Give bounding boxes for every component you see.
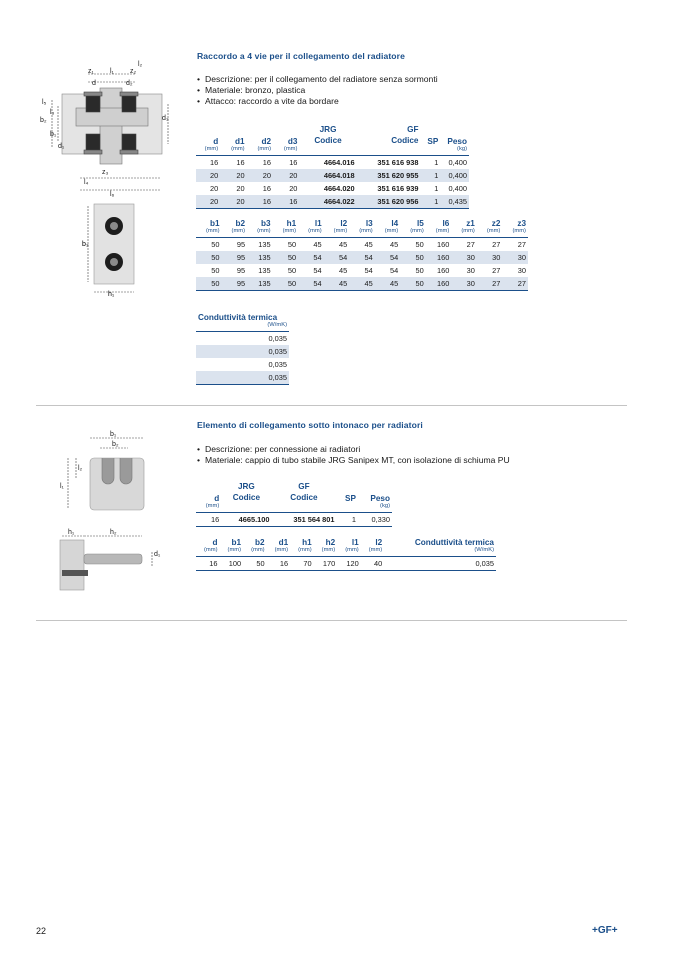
cell: 20 — [289, 184, 298, 193]
cell: 1 — [434, 158, 439, 167]
cell: 4664.020 — [323, 184, 355, 193]
cell: 4664.018 — [299, 169, 356, 182]
unit-label: (mm) — [243, 547, 267, 557]
cell: 20 — [236, 184, 245, 193]
table-row — [196, 238, 528, 252]
cell: 16 — [196, 557, 220, 571]
unit-label — [271, 503, 336, 513]
unit-label: (mm) — [298, 228, 324, 238]
cell: 20 — [220, 195, 246, 209]
unit-label: (kg) — [358, 503, 392, 513]
fitting-technical-drawing — [40, 56, 180, 202]
col-header: h2 — [325, 538, 336, 547]
cell: 30 — [477, 251, 503, 264]
cell: 45 — [364, 240, 373, 249]
cell: 1 — [421, 169, 441, 182]
unit-label — [221, 503, 271, 513]
dim-label: l₂ — [78, 465, 83, 472]
unit-label: (mm) — [502, 228, 528, 238]
cell: 0,035 — [268, 334, 287, 343]
fitting-end-view — [80, 202, 140, 298]
col-header: d — [212, 538, 218, 547]
col-header: l5 — [416, 219, 424, 228]
cell: 16 — [196, 513, 221, 527]
connector-technical-drawing — [56, 428, 166, 592]
cell: 4664.022 — [299, 195, 356, 209]
col-header: h1 — [302, 538, 312, 547]
col-header: l4 — [391, 219, 399, 228]
cell: 50 — [211, 240, 220, 249]
dim-label: z₃ — [102, 169, 109, 176]
cell: 0,035 — [196, 371, 289, 385]
dim-label: l₅ — [42, 99, 47, 106]
cell: 0,035 — [268, 360, 287, 369]
cell: 50 — [196, 251, 222, 264]
cell: 4665.100 — [221, 513, 271, 527]
dim-label: l₄ — [84, 179, 89, 186]
cell: 160 — [426, 277, 452, 291]
col-header: b2 — [255, 538, 265, 547]
unit-label: (mm) — [196, 228, 222, 238]
unit-label: (mm) — [451, 228, 477, 238]
unit-label: (kg) — [440, 146, 469, 156]
col-header: l2 — [340, 219, 348, 228]
unit-label: (mm) — [220, 547, 244, 557]
col-header: b1 — [231, 538, 242, 547]
unit-label — [299, 146, 356, 156]
unit-label: (mm) — [375, 228, 401, 238]
cell: 45 — [375, 277, 401, 291]
table-row — [196, 358, 289, 371]
col-header: Conduttività termica — [414, 538, 494, 547]
cell: 50 — [400, 251, 426, 264]
cell: 30 — [502, 251, 528, 264]
col-header: l6 — [442, 219, 450, 228]
dim-label: b₂ — [112, 441, 119, 448]
table-row — [196, 557, 496, 571]
cell: 30 — [451, 251, 477, 264]
col-header: l3 — [365, 219, 373, 228]
col-header: b2 — [235, 219, 246, 228]
unit-label: (mm) — [361, 547, 385, 557]
dim-label: b₃ — [82, 241, 89, 248]
bullet-item: • Descrizione: per connessione ai radiatori — [197, 444, 510, 455]
dim-label: h₁ — [68, 529, 75, 536]
cell: 16 — [289, 158, 298, 167]
dim-label: d — [92, 80, 96, 87]
thermal-conductivity-table — [196, 311, 289, 385]
cell: 0,330 — [358, 513, 392, 527]
bullet-item: • Descrizione: per il collegamento del radiatore senza sormonti — [197, 74, 438, 85]
dim-label: l₁ — [60, 483, 64, 490]
bullet-item: • Attacco: raccordo a vite da bordare — [197, 96, 438, 107]
dim-label: h₁ — [108, 291, 115, 298]
cell: 1 — [421, 195, 441, 209]
cell: 160 — [436, 266, 450, 275]
cell: 0,400 — [448, 158, 467, 167]
cell: 54 — [298, 251, 324, 264]
cell: 351 620 956 — [357, 195, 421, 209]
cell: 135 — [247, 277, 273, 291]
cell: 95 — [222, 277, 248, 291]
cell: 45 — [313, 240, 322, 249]
cell: 50 — [287, 266, 297, 275]
cell: 54 — [390, 266, 399, 275]
unit-label: (mm) — [324, 228, 350, 238]
col-header: l1 — [314, 219, 322, 228]
col-header: GF Codice — [391, 125, 419, 145]
table-row — [196, 182, 469, 195]
dim-label: d₃ — [162, 115, 169, 122]
col-header: b3 — [261, 219, 271, 228]
cell: 50 — [415, 266, 424, 275]
table-row — [196, 332, 289, 346]
cell: 351 616 938 — [377, 158, 419, 167]
table-row — [196, 513, 392, 527]
table-row — [196, 195, 469, 209]
dim-label: d₂ — [126, 80, 133, 87]
dim-label: l₃ — [50, 109, 55, 116]
dim-label: h₂ — [110, 529, 117, 536]
cell: 0,035 — [196, 345, 289, 358]
cell: 45 — [338, 240, 348, 249]
unit-label: (mm) — [267, 547, 291, 557]
cell: 135 — [258, 266, 271, 275]
cell: 45 — [349, 277, 375, 291]
cell: 20 — [196, 195, 220, 209]
cell: 16 — [236, 158, 245, 167]
unit-label — [357, 146, 421, 156]
cell: 54 — [349, 251, 375, 264]
cell: 50 — [211, 266, 220, 275]
col-header: d — [214, 494, 220, 503]
connector-codes-table — [196, 481, 392, 527]
unit-label — [421, 146, 441, 156]
dim-label: b₁ — [50, 131, 57, 138]
table-row — [196, 169, 469, 182]
dim-label: l₁ — [110, 68, 114, 75]
cell: 50 — [273, 251, 299, 264]
unit-label: (mm) — [196, 146, 220, 156]
fitting-dimensions-table — [196, 217, 528, 291]
cell: 351 620 955 — [357, 169, 421, 182]
table-row — [196, 156, 469, 170]
col-header: Peso — [370, 494, 390, 503]
dim-label: l₂ — [138, 61, 143, 68]
unit-label: (W/mK) — [384, 547, 496, 557]
cell: 351 564 801 — [271, 513, 336, 527]
cell: 50 — [400, 277, 426, 291]
cell: 30 — [451, 277, 477, 291]
unit-label: (mm) — [477, 228, 503, 238]
cell: 27 — [492, 240, 501, 249]
gf-logo: +GF+ — [592, 925, 618, 936]
section1-title: Raccordo a 4 vie per il collegamento del radiatore — [197, 51, 405, 61]
dim-label: l₆ — [110, 191, 115, 198]
unit-label: (mm) — [247, 228, 273, 238]
cell: 54 — [364, 266, 373, 275]
cell: 27 — [466, 240, 475, 249]
unit-label: (mm) — [196, 503, 221, 513]
cell: 16 — [262, 184, 272, 193]
cell: 20 — [209, 184, 219, 193]
col-header: d3 — [287, 137, 298, 146]
dim-label: z₁ — [88, 68, 94, 75]
col-header: d1 — [278, 538, 289, 547]
col-header: d1 — [235, 137, 245, 146]
cell: 0,400 — [448, 184, 467, 193]
cell: 100 — [220, 557, 244, 571]
cell: 160 — [436, 240, 450, 249]
cell: 50 — [196, 277, 222, 291]
cell: 45 — [324, 277, 350, 291]
dim-label: d₁ — [154, 551, 161, 558]
cell: 20 — [247, 169, 273, 182]
cell: 135 — [247, 251, 273, 264]
connector-dimensions-table — [196, 536, 496, 571]
cell: 160 — [426, 251, 452, 264]
cell: 54 — [375, 251, 401, 264]
unit-label: (mm) — [290, 547, 314, 557]
cell: 0,400 — [440, 169, 469, 182]
cell: 170 — [314, 557, 338, 571]
cell: 27 — [517, 240, 526, 249]
cell: 95 — [236, 266, 246, 275]
cell: 50 — [243, 557, 267, 571]
cell: 16 — [267, 557, 291, 571]
col-header: z1 — [466, 219, 475, 228]
dim-label: z₂ — [130, 68, 137, 75]
bullet-item: • Materiale: bronzo, plastica — [197, 85, 438, 96]
cell: 30 — [466, 266, 475, 275]
unit-label: (mm) — [349, 228, 375, 238]
cell: 50 — [287, 240, 297, 249]
col-header: l2 — [375, 538, 383, 547]
dim-label: d₁ — [58, 143, 65, 150]
col-header: GF Codice — [290, 482, 318, 502]
section-divider — [36, 620, 627, 621]
cell: 16 — [262, 158, 272, 167]
cell: 54 — [313, 266, 322, 275]
cell: 70 — [290, 557, 314, 571]
col-header: z3 — [517, 219, 526, 228]
table-row — [196, 251, 528, 264]
table-row — [196, 371, 289, 385]
bullet-item: • Materiale: cappio di tubo stabile JRG Sanipex MT, con isolazione di schiuma PU — [197, 455, 510, 466]
unit-label: (mm) — [426, 228, 452, 238]
col-header: Peso — [447, 137, 467, 146]
cell: 95 — [236, 240, 246, 249]
cell: 16 — [273, 195, 299, 209]
cell: 45 — [390, 240, 399, 249]
cell: 95 — [222, 251, 248, 264]
unit-label: (mm) — [196, 547, 220, 557]
unit-label: (mm) — [220, 146, 246, 156]
table-row — [196, 264, 528, 277]
col-header: h1 — [286, 219, 297, 228]
cell: 30 — [517, 266, 526, 275]
cell: 16 — [209, 158, 219, 167]
col-header: SP — [345, 494, 356, 503]
unit-label: (W/mK) — [196, 322, 289, 332]
col-header: z2 — [491, 219, 501, 228]
cell: 54 — [324, 251, 350, 264]
cell: 50 — [415, 240, 424, 249]
section2-title: Elemento di collegamento sotto intonaco per radiatori — [197, 420, 423, 430]
cell: 27 — [492, 266, 501, 275]
cell: 1 — [336, 513, 358, 527]
cell: 54 — [298, 277, 324, 291]
dim-label: b₁ — [110, 431, 117, 438]
unit-label: (mm) — [247, 146, 273, 156]
unit-label: (mm) — [273, 228, 299, 238]
page-number: 22 — [36, 926, 47, 936]
cell: 27 — [477, 277, 503, 291]
dim-label: b₂ — [40, 117, 47, 124]
cell: 20 — [220, 169, 246, 182]
section1-bullets — [197, 74, 438, 107]
fitting-codes-table — [196, 124, 469, 209]
cell: 27 — [502, 277, 528, 291]
cell: 135 — [258, 240, 271, 249]
cell: 120 — [337, 557, 361, 571]
cell: 16 — [247, 195, 273, 209]
cell: 4664.016 — [323, 158, 355, 167]
cell: 1 — [434, 184, 439, 193]
cell: 20 — [273, 169, 299, 182]
col-header: JRG Codice — [232, 482, 261, 502]
cell: 351 616 939 — [377, 184, 419, 193]
section2-bullets — [197, 444, 510, 466]
col-header: Conduttività termica — [198, 313, 278, 322]
col-header: d — [213, 137, 219, 146]
table-row — [196, 345, 289, 358]
table-row — [196, 277, 528, 291]
cell: 0,435 — [440, 195, 469, 209]
cell: 20 — [196, 169, 220, 182]
cell: 40 — [361, 557, 385, 571]
col-header: b1 — [209, 219, 220, 228]
cell: 0,035 — [384, 557, 496, 571]
cell: 45 — [338, 266, 348, 275]
unit-label: (mm) — [222, 228, 248, 238]
col-header: SP — [427, 137, 439, 146]
section-divider — [36, 405, 627, 406]
cell: 50 — [273, 277, 299, 291]
unit-label: (mm) — [400, 228, 426, 238]
unit-label — [336, 503, 358, 513]
col-header: d2 — [261, 137, 272, 146]
col-header: JRG Codice — [314, 125, 342, 145]
col-header: l1 — [351, 538, 359, 547]
unit-label: (mm) — [314, 547, 338, 557]
unit-label: (mm) — [337, 547, 361, 557]
unit-label: (mm) — [273, 146, 299, 156]
